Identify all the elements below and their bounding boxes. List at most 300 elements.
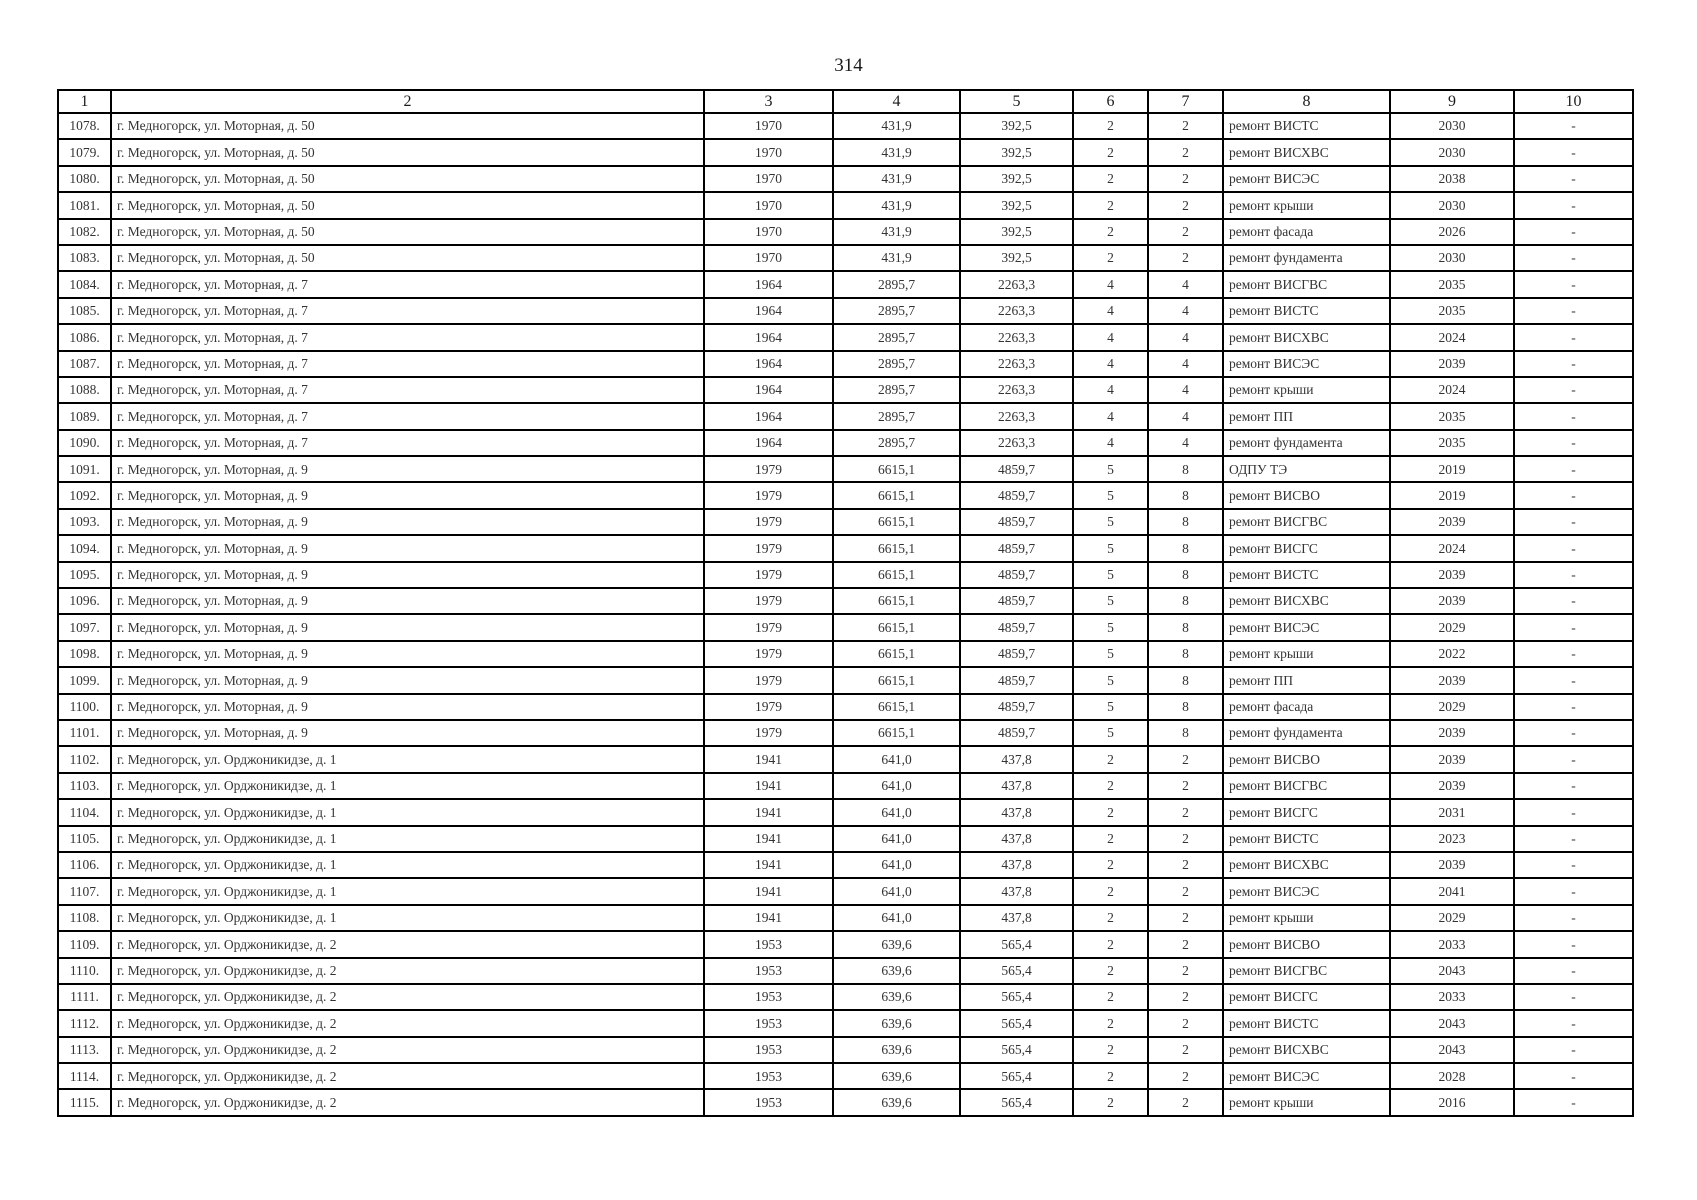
floors-cell: 2 [1073,931,1148,957]
note-cell: - [1514,799,1633,825]
row-number-cell: 1101. [58,720,111,746]
row-number-cell: 1082. [58,219,111,245]
work-type-cell: ремонт крыши [1223,641,1390,667]
table-row [58,1010,1633,1036]
total-area-cell: 6615,1 [833,720,960,746]
living-area-cell: 2263,3 [960,271,1073,297]
address-cell: г. Медногорск, ул. Моторная, д. 9 [111,588,704,614]
work-type-cell: ремонт ПП [1223,667,1390,693]
note-cell: - [1514,113,1633,139]
planned-year-cell: 2039 [1390,509,1514,535]
total-area-cell: 431,9 [833,113,960,139]
year-built-cell: 1953 [704,931,833,957]
row-number-cell: 1081. [58,192,111,218]
planned-year-cell: 2038 [1390,166,1514,192]
work-type-cell: ремонт ВИСЭС [1223,1063,1390,1089]
year-built-cell: 1953 [704,1063,833,1089]
work-type-cell: ремонт ВИСХВС [1223,324,1390,350]
entrances-cell: 2 [1148,1063,1223,1089]
table-row [58,219,1633,245]
table-row [58,271,1633,297]
floors-cell: 2 [1073,166,1148,192]
planned-year-cell: 2035 [1390,298,1514,324]
year-built-cell: 1979 [704,509,833,535]
row-number-cell: 1094. [58,535,111,561]
entrances-cell: 2 [1148,219,1223,245]
total-area-cell: 641,0 [833,773,960,799]
entrances-cell: 2 [1148,1089,1223,1115]
table-row [58,1037,1633,1063]
table-row [58,746,1633,772]
floors-cell: 4 [1073,351,1148,377]
floors-cell: 5 [1073,614,1148,640]
note-cell: - [1514,1089,1633,1115]
note-cell: - [1514,905,1633,931]
living-area-cell: 565,4 [960,1037,1073,1063]
year-built-cell: 1979 [704,614,833,640]
year-built-cell: 1979 [704,694,833,720]
address-cell: г. Медногорск, ул. Моторная, д. 50 [111,219,704,245]
row-number-cell: 1097. [58,614,111,640]
planned-year-cell: 2035 [1390,403,1514,429]
year-built-cell: 1941 [704,878,833,904]
table-row [58,351,1633,377]
table-row [58,667,1633,693]
address-cell: г. Медногорск, ул. Моторная, д. 50 [111,139,704,165]
year-built-cell: 1970 [704,219,833,245]
note-cell: - [1514,1063,1633,1089]
living-area-cell: 565,4 [960,958,1073,984]
total-area-cell: 641,0 [833,799,960,825]
work-type-cell: ремонт ВИСХВС [1223,139,1390,165]
address-cell: г. Медногорск, ул. Орджоникидзе, д. 1 [111,746,704,772]
total-area-cell: 431,9 [833,139,960,165]
year-built-cell: 1964 [704,271,833,297]
column-header-4: 4 [833,90,960,113]
planned-year-cell: 2039 [1390,746,1514,772]
total-area-cell: 6615,1 [833,562,960,588]
work-type-cell: ремонт ВИСХВС [1223,852,1390,878]
planned-year-cell: 2019 [1390,456,1514,482]
table-row [58,641,1633,667]
living-area-cell: 4859,7 [960,509,1073,535]
address-cell: г. Медногорск, ул. Моторная, д. 50 [111,113,704,139]
floors-cell: 4 [1073,403,1148,429]
note-cell: - [1514,456,1633,482]
work-type-cell: ремонт ВИСГВС [1223,271,1390,297]
floors-cell: 2 [1073,192,1148,218]
table-row [58,562,1633,588]
work-type-cell: ремонт ВИСТС [1223,1010,1390,1036]
address-cell: г. Медногорск, ул. Моторная, д. 9 [111,614,704,640]
year-built-cell: 1953 [704,1010,833,1036]
row-number-cell: 1095. [58,562,111,588]
entrances-cell: 2 [1148,878,1223,904]
work-type-cell: ремонт ВИСГС [1223,799,1390,825]
note-cell: - [1514,694,1633,720]
planned-year-cell: 2030 [1390,192,1514,218]
floors-cell: 2 [1073,219,1148,245]
planned-year-cell: 2035 [1390,271,1514,297]
floors-cell: 4 [1073,271,1148,297]
total-area-cell: 639,6 [833,931,960,957]
table-row [58,509,1633,535]
year-built-cell: 1979 [704,667,833,693]
entrances-cell: 2 [1148,826,1223,852]
row-number-cell: 1090. [58,430,111,456]
note-cell: - [1514,482,1633,508]
row-number-cell: 1085. [58,298,111,324]
row-number-cell: 1091. [58,456,111,482]
floors-cell: 2 [1073,905,1148,931]
total-area-cell: 639,6 [833,1037,960,1063]
planned-year-cell: 2026 [1390,219,1514,245]
total-area-cell: 2895,7 [833,403,960,429]
address-cell: г. Медногорск, ул. Моторная, д. 7 [111,271,704,297]
total-area-cell: 431,9 [833,219,960,245]
page-number: 314 [834,55,863,76]
note-cell: - [1514,351,1633,377]
living-area-cell: 437,8 [960,773,1073,799]
floors-cell: 2 [1073,139,1148,165]
row-number-cell: 1087. [58,351,111,377]
floors-cell: 2 [1073,773,1148,799]
address-cell: г. Медногорск, ул. Моторная, д. 7 [111,377,704,403]
living-area-cell: 392,5 [960,245,1073,271]
year-built-cell: 1941 [704,799,833,825]
planned-year-cell: 2023 [1390,826,1514,852]
address-cell: г. Медногорск, ул. Моторная, д. 9 [111,694,704,720]
row-number-cell: 1092. [58,482,111,508]
table-row [58,852,1633,878]
floors-cell: 5 [1073,694,1148,720]
floors-cell: 2 [1073,799,1148,825]
note-cell: - [1514,298,1633,324]
year-built-cell: 1953 [704,958,833,984]
table-row [58,588,1633,614]
entrances-cell: 4 [1148,403,1223,429]
living-area-cell: 392,5 [960,219,1073,245]
address-cell: г. Медногорск, ул. Орджоникидзе, д. 2 [111,1063,704,1089]
total-area-cell: 431,9 [833,166,960,192]
living-area-cell: 565,4 [960,1089,1073,1115]
living-area-cell: 4859,7 [960,535,1073,561]
row-number-cell: 1096. [58,588,111,614]
note-cell: - [1514,562,1633,588]
table-row [58,878,1633,904]
living-area-cell: 565,4 [960,1063,1073,1089]
living-area-cell: 2263,3 [960,403,1073,429]
address-cell: г. Медногорск, ул. Орджоникидзе, д. 2 [111,958,704,984]
column-header-2: 2 [111,90,704,113]
planned-year-cell: 2039 [1390,588,1514,614]
total-area-cell: 431,9 [833,192,960,218]
living-area-cell: 437,8 [960,878,1073,904]
table-row [58,113,1633,139]
total-area-cell: 639,6 [833,1089,960,1115]
table-row [58,298,1633,324]
floors-cell: 2 [1073,1063,1148,1089]
address-cell: г. Медногорск, ул. Орджоникидзе, д. 1 [111,773,704,799]
row-number-cell: 1108. [58,905,111,931]
row-number-cell: 1105. [58,826,111,852]
work-type-cell: ремонт ПП [1223,403,1390,429]
entrances-cell: 8 [1148,614,1223,640]
living-area-cell: 392,5 [960,113,1073,139]
work-type-cell: ремонт крыши [1223,905,1390,931]
address-cell: г. Медногорск, ул. Моторная, д. 9 [111,667,704,693]
table-row [58,1063,1633,1089]
work-type-cell: ремонт ВИСГС [1223,984,1390,1010]
table-row [58,456,1633,482]
total-area-cell: 641,0 [833,878,960,904]
work-type-cell: ремонт фундамента [1223,720,1390,746]
table-row [58,694,1633,720]
work-type-cell: ремонт ВИСЭС [1223,878,1390,904]
entrances-cell: 2 [1148,984,1223,1010]
total-area-cell: 6615,1 [833,456,960,482]
note-cell: - [1514,377,1633,403]
planned-year-cell: 2033 [1390,984,1514,1010]
table-row [58,166,1633,192]
floors-cell: 2 [1073,878,1148,904]
work-type-cell: ремонт ВИСВО [1223,482,1390,508]
table-row [58,773,1633,799]
living-area-cell: 4859,7 [960,482,1073,508]
table-row [58,430,1633,456]
table-row [58,720,1633,746]
entrances-cell: 8 [1148,562,1223,588]
planned-year-cell: 2031 [1390,799,1514,825]
planned-year-cell: 2039 [1390,667,1514,693]
entrances-cell: 2 [1148,1037,1223,1063]
column-header-1: 1 [58,90,111,113]
floors-cell: 5 [1073,641,1148,667]
year-built-cell: 1964 [704,324,833,350]
year-built-cell: 1953 [704,1089,833,1115]
note-cell: - [1514,535,1633,561]
year-built-cell: 1970 [704,113,833,139]
total-area-cell: 6615,1 [833,614,960,640]
total-area-cell: 639,6 [833,1010,960,1036]
entrances-cell: 2 [1148,139,1223,165]
address-cell: г. Медногорск, ул. Моторная, д. 7 [111,351,704,377]
floors-cell: 2 [1073,1037,1148,1063]
living-area-cell: 565,4 [960,984,1073,1010]
living-area-cell: 4859,7 [960,667,1073,693]
address-cell: г. Медногорск, ул. Моторная, д. 9 [111,482,704,508]
planned-year-cell: 2029 [1390,614,1514,640]
address-cell: г. Медногорск, ул. Моторная, д. 9 [111,535,704,561]
total-area-cell: 2895,7 [833,377,960,403]
planned-year-cell: 2043 [1390,1010,1514,1036]
year-built-cell: 1979 [704,562,833,588]
row-number-cell: 1083. [58,245,111,271]
note-cell: - [1514,403,1633,429]
note-cell: - [1514,192,1633,218]
row-number-cell: 1088. [58,377,111,403]
living-area-cell: 4859,7 [960,588,1073,614]
work-type-cell: ремонт ВИСЭС [1223,351,1390,377]
year-built-cell: 1941 [704,773,833,799]
note-cell: - [1514,166,1633,192]
work-type-cell: ремонт фундамента [1223,430,1390,456]
total-area-cell: 2895,7 [833,324,960,350]
table-row [58,482,1633,508]
total-area-cell: 641,0 [833,826,960,852]
planned-year-cell: 2024 [1390,535,1514,561]
entrances-cell: 8 [1148,694,1223,720]
column-header-7: 7 [1148,90,1223,113]
planned-year-cell: 2035 [1390,430,1514,456]
table-row [58,799,1633,825]
address-cell: г. Медногорск, ул. Моторная, д. 50 [111,192,704,218]
address-cell: г. Медногорск, ул. Моторная, д. 9 [111,509,704,535]
address-cell: г. Медногорск, ул. Орджоникидзе, д. 1 [111,852,704,878]
year-built-cell: 1964 [704,351,833,377]
floors-cell: 2 [1073,958,1148,984]
entrances-cell: 4 [1148,430,1223,456]
address-cell: г. Медногорск, ул. Моторная, д. 50 [111,245,704,271]
entrances-cell: 2 [1148,905,1223,931]
planned-year-cell: 2033 [1390,931,1514,957]
entrances-cell: 8 [1148,482,1223,508]
entrances-cell: 4 [1148,351,1223,377]
note-cell: - [1514,773,1633,799]
work-type-cell: ремонт ВИСГВС [1223,773,1390,799]
column-header-6: 6 [1073,90,1148,113]
address-cell: г. Медногорск, ул. Орджоникидзе, д. 2 [111,931,704,957]
address-cell: г. Медногорск, ул. Моторная, д. 9 [111,720,704,746]
floors-cell: 2 [1073,746,1148,772]
planned-year-cell: 2024 [1390,377,1514,403]
table-row [58,324,1633,350]
living-area-cell: 392,5 [960,166,1073,192]
note-cell: - [1514,984,1633,1010]
floors-cell: 5 [1073,456,1148,482]
row-number-cell: 1103. [58,773,111,799]
column-header-8: 8 [1223,90,1390,113]
living-area-cell: 437,8 [960,905,1073,931]
row-number-cell: 1078. [58,113,111,139]
column-header-9: 9 [1390,90,1514,113]
planned-year-cell: 2030 [1390,113,1514,139]
entrances-cell: 8 [1148,720,1223,746]
living-area-cell: 4859,7 [960,456,1073,482]
note-cell: - [1514,641,1633,667]
year-built-cell: 1979 [704,641,833,667]
row-number-cell: 1107. [58,878,111,904]
planned-year-cell: 2039 [1390,852,1514,878]
row-number-cell: 1093. [58,509,111,535]
year-built-cell: 1970 [704,245,833,271]
note-cell: - [1514,324,1633,350]
entrances-cell: 4 [1148,271,1223,297]
year-built-cell: 1964 [704,298,833,324]
floors-cell: 4 [1073,377,1148,403]
address-cell: г. Медногорск, ул. Орджоникидзе, д. 2 [111,1089,704,1115]
living-area-cell: 2263,3 [960,377,1073,403]
year-built-cell: 1979 [704,535,833,561]
total-area-cell: 6615,1 [833,588,960,614]
planned-year-cell: 2039 [1390,351,1514,377]
address-cell: г. Медногорск, ул. Орджоникидзе, д. 2 [111,1010,704,1036]
work-type-cell: ремонт ВИСГВС [1223,958,1390,984]
row-number-cell: 1089. [58,403,111,429]
floors-cell: 5 [1073,535,1148,561]
living-area-cell: 4859,7 [960,641,1073,667]
living-area-cell: 4859,7 [960,720,1073,746]
living-area-cell: 4859,7 [960,562,1073,588]
floors-cell: 5 [1073,667,1148,693]
entrances-cell: 2 [1148,113,1223,139]
table-row [58,535,1633,561]
table-row [58,403,1633,429]
entrances-cell: 4 [1148,324,1223,350]
floors-cell: 5 [1073,482,1148,508]
entrances-cell: 2 [1148,192,1223,218]
work-type-cell: ремонт ВИСЭС [1223,166,1390,192]
year-built-cell: 1941 [704,905,833,931]
floors-cell: 4 [1073,430,1148,456]
planned-year-cell: 2043 [1390,1037,1514,1063]
work-type-cell: ремонт ВИСГВС [1223,509,1390,535]
row-number-cell: 1115. [58,1089,111,1115]
table-row [58,614,1633,640]
floors-cell: 5 [1073,562,1148,588]
planned-year-cell: 2039 [1390,720,1514,746]
entrances-cell: 2 [1148,245,1223,271]
row-number-cell: 1113. [58,1037,111,1063]
row-number-cell: 1079. [58,139,111,165]
living-area-cell: 4859,7 [960,694,1073,720]
note-cell: - [1514,931,1633,957]
work-type-cell: ремонт ВИСХВС [1223,588,1390,614]
living-area-cell: 392,5 [960,139,1073,165]
total-area-cell: 2895,7 [833,351,960,377]
planned-year-cell: 2019 [1390,482,1514,508]
row-number-cell: 1100. [58,694,111,720]
row-number-cell: 1099. [58,667,111,693]
note-cell: - [1514,1010,1633,1036]
living-area-cell: 2263,3 [960,430,1073,456]
total-area-cell: 431,9 [833,245,960,271]
row-number-cell: 1112. [58,1010,111,1036]
work-type-cell: ремонт ВИСТС [1223,562,1390,588]
total-area-cell: 641,0 [833,746,960,772]
entrances-cell: 8 [1148,667,1223,693]
living-area-cell: 565,4 [960,931,1073,957]
year-built-cell: 1964 [704,430,833,456]
living-area-cell: 565,4 [960,1010,1073,1036]
living-area-cell: 2263,3 [960,324,1073,350]
note-cell: - [1514,271,1633,297]
entrances-cell: 8 [1148,641,1223,667]
address-cell: г. Медногорск, ул. Моторная, д. 9 [111,641,704,667]
work-type-cell: ремонт крыши [1223,377,1390,403]
column-header-3: 3 [704,90,833,113]
planned-year-cell: 2039 [1390,562,1514,588]
note-cell: - [1514,878,1633,904]
note-cell: - [1514,614,1633,640]
total-area-cell: 6615,1 [833,694,960,720]
note-cell: - [1514,720,1633,746]
row-number-cell: 1104. [58,799,111,825]
year-built-cell: 1941 [704,826,833,852]
address-cell: г. Медногорск, ул. Орджоникидзе, д. 2 [111,1037,704,1063]
work-type-cell: ОДПУ ТЭ [1223,456,1390,482]
address-cell: г. Медногорск, ул. Орджоникидзе, д. 1 [111,799,704,825]
